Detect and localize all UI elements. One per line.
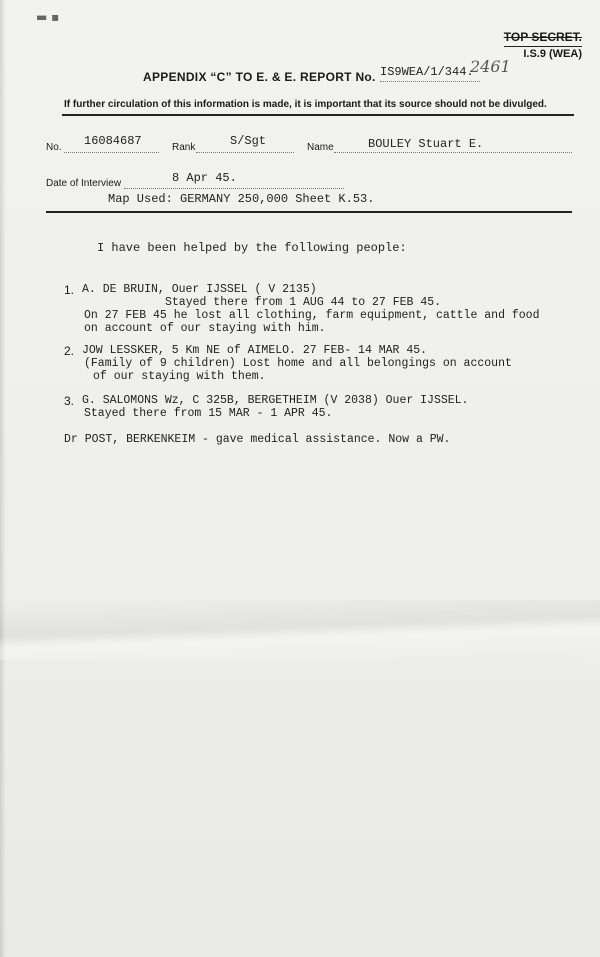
name-value: BOULEY Stuart E. bbox=[368, 137, 484, 151]
item-number: 1. bbox=[64, 283, 75, 297]
paper-fold bbox=[0, 600, 600, 660]
page-edge-shadow bbox=[0, 0, 6, 957]
circulation-warning: If further circulation of this information is made, it is important that its source should not be divulged. bbox=[64, 99, 547, 110]
appendix-title: APPENDIX “C” TO E. & E. REPORT No. bbox=[143, 70, 376, 84]
no-label: No. bbox=[46, 142, 62, 153]
map-value: GERMANY 250,000 Sheet K.53. bbox=[180, 192, 375, 206]
classification-ref: I.S.9 (WEA) bbox=[504, 46, 582, 60]
interview-date: 8 Apr 45. bbox=[172, 171, 237, 185]
classification-block bbox=[504, 30, 582, 60]
item-line: On 27 FEB 45 he lost all clothing, farm equipment, cattle and food bbox=[84, 309, 540, 322]
rank-label: Rank bbox=[172, 142, 196, 153]
classification-level: TOP SECRET. bbox=[503, 30, 582, 44]
rank-line bbox=[196, 152, 294, 153]
report-number-line bbox=[380, 81, 480, 82]
no-line bbox=[64, 152, 159, 153]
item-number: 3. bbox=[64, 394, 75, 408]
item-line: of our staying with them. bbox=[93, 370, 266, 383]
header-divider bbox=[46, 211, 572, 213]
staple-mark: ▬ ▪ bbox=[36, 10, 60, 24]
item-line: G. SALOMONS Wz, C 325B, BERGETHEIM (V 2038) Ouer IJSSEL. bbox=[82, 394, 469, 407]
name-line bbox=[334, 152, 572, 153]
service-number: 16084687 bbox=[84, 134, 142, 148]
item-line: A. DE BRUIN, Ouer IJSSEL ( V 2135) bbox=[82, 283, 317, 296]
date-label: Date of Interview bbox=[46, 178, 122, 189]
name-label: Name bbox=[307, 142, 334, 153]
rank-value: S/Sgt bbox=[230, 134, 267, 148]
intro-text: I have been helped by the following people: bbox=[97, 241, 407, 255]
date-line bbox=[124, 188, 344, 189]
item-line: Stayed there from 15 MAR - 1 APR 45. bbox=[84, 407, 333, 420]
map-label: Map Used: bbox=[108, 192, 173, 206]
report-number: IS9WEA/1/344. bbox=[380, 65, 474, 79]
handwritten-reference: 2461 bbox=[470, 57, 511, 76]
item-number: 2. bbox=[64, 344, 75, 358]
warning-underline bbox=[62, 114, 574, 116]
medical-note: Dr POST, BERKENKEIM - gave medical assistance. Now a PW. bbox=[64, 433, 451, 446]
item-line: (Family of 9 children) Lost home and all belongings on account bbox=[84, 357, 512, 370]
item-line: JOW LESSKER, 5 Km NE of AIMELO. 27 FEB- 14 MAR 45. bbox=[82, 344, 428, 357]
item-line: Stayed there from 1 AUG 44 to 27 FEB 45. bbox=[165, 296, 442, 309]
item-line: on account of our staying with him. bbox=[84, 322, 326, 335]
